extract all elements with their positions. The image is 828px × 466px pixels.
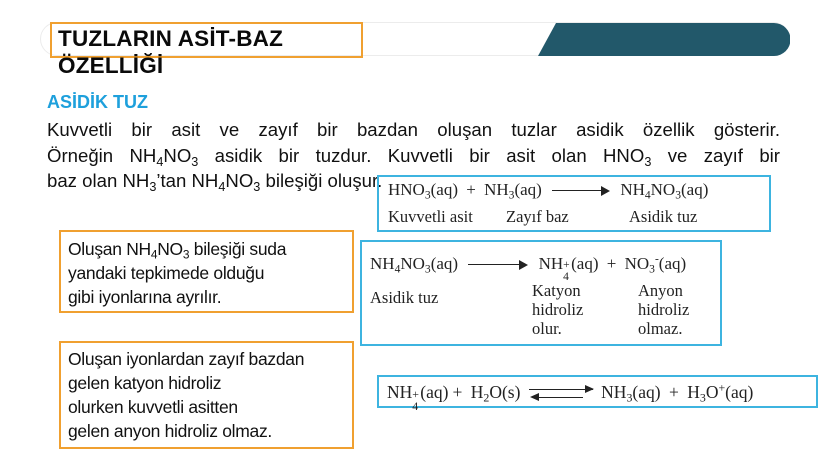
note-box-dissociation	[59, 230, 354, 313]
note2-line4: gelen anyon hidroliz olmaz.	[68, 421, 272, 441]
equation-box-dissociation	[360, 240, 722, 346]
note2-line1: Oluşan iyonlardan zayıf bazdan	[68, 349, 305, 369]
label-cation-hydrolysis: Katyon hidroliz olur.	[532, 281, 584, 338]
label-acidic-salt: Asidik tuz	[370, 288, 439, 307]
equation-hydrolysis: NH + 4 $(aq) + H_2O(s)$ $NH_3(aq) + H_3O^+(aq)$	[387, 380, 754, 413]
page-title-line1: TUZLARIN ASİT-BAZ	[58, 26, 284, 51]
label-strong-acid: Kuvvetli asit	[388, 207, 473, 226]
page-title	[58, 25, 283, 79]
paragraph-line-1: Kuvvetli bir asit ve zayıf bir bazdan oluşan tuzlar asidik özellik gösterir.	[47, 119, 780, 140]
reaction-arrow-icon	[468, 260, 528, 270]
reaction-arrow-icon	[552, 186, 610, 196]
paragraph-line-3: baz olan $NH_3’\tan$ $NH_4NO_3$ bileşiği oluşur.	[47, 170, 383, 194]
label-weak-base: Zayıf baz	[506, 207, 569, 226]
equation-box-hydrolysis	[377, 375, 818, 413]
label-anion-hydrolysis: Anyon hidroliz olmaz.	[638, 281, 690, 338]
note-box-hydrolysis	[59, 341, 354, 449]
header-accent-bar	[538, 23, 790, 56]
label-acidic-salt: Asidik tuz	[629, 207, 698, 226]
equation-dissociation: $NH_4NO_3(aq)$ NH + 4 $(aq) + NO_3^-(aq)$	[370, 252, 687, 283]
paragraph-line-2: Örneğin $NH_4NO_3$ asidik bir tuzdur. Kuvvetli bir asit olan $HNO_3$ ve zayıf bir	[47, 144, 780, 169]
note1-line1: Oluşan $NH_4NO_3$ bileşiği suda	[68, 239, 287, 262]
equilibrium-arrow-icon	[529, 387, 593, 401]
note1-line2: yandaki tepkimede olduğu	[68, 263, 265, 283]
note2-line2: gelen katyon hidroliz	[68, 373, 222, 393]
equation-box-formation	[377, 175, 771, 232]
equation-formation: $HNO_3(aq) + NH_3(aq)$ $NH_4NO_3(aq)$	[388, 180, 709, 202]
note1-line3: gibi iyonlarına ayrılır.	[68, 287, 222, 307]
page-title-line2: ÖZELLİĞİ	[58, 53, 164, 78]
note2-line3: olurken kuvvetli asitten	[68, 397, 238, 417]
section-heading: ASİDİK TUZ	[47, 92, 148, 112]
